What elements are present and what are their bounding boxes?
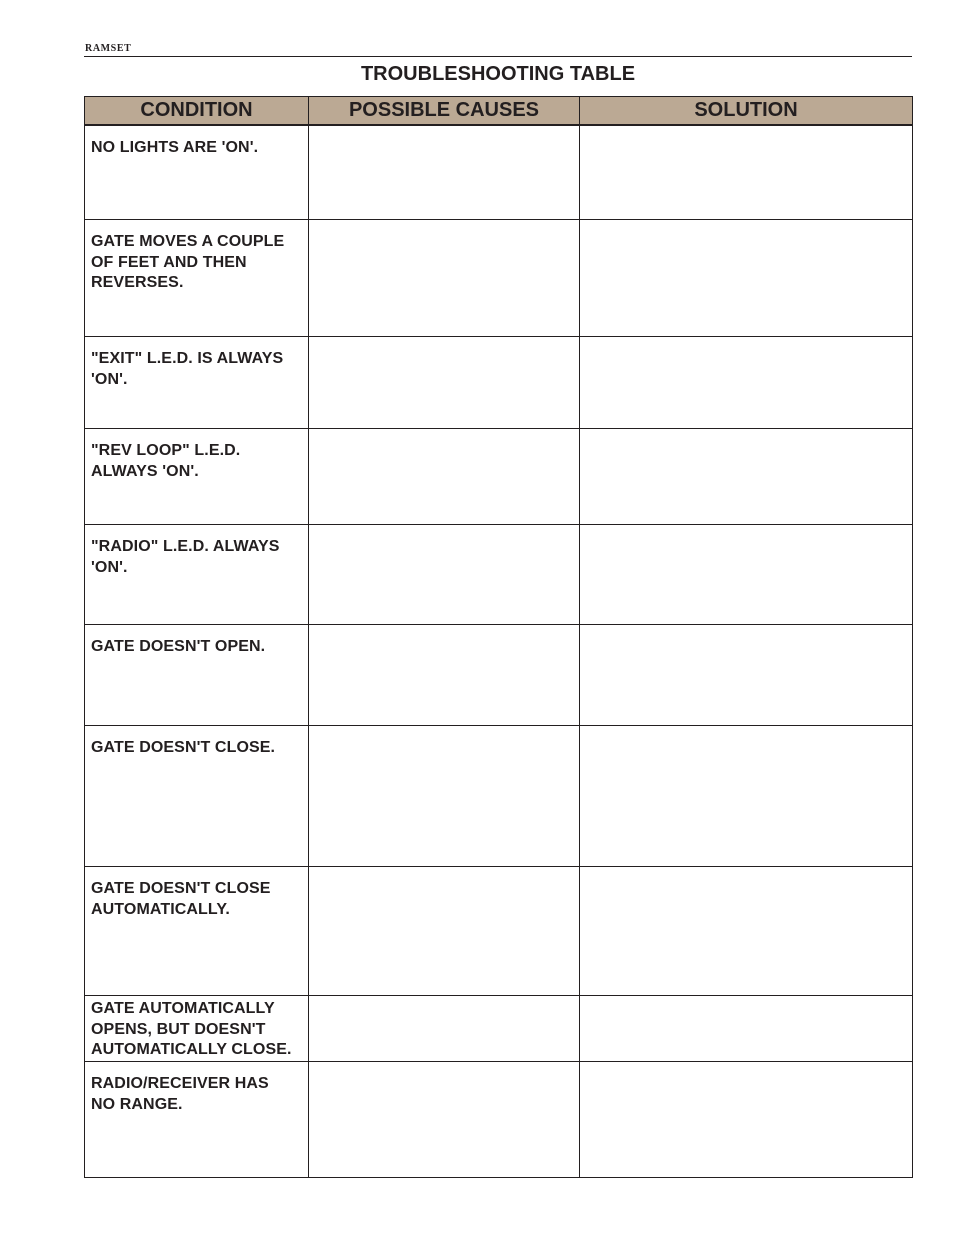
possible-causes-cell xyxy=(309,726,580,867)
brand-name: RAMSET xyxy=(85,43,132,54)
condition-text: "EXIT" L.E.D. IS ALWAYS 'ON'. xyxy=(91,350,284,388)
page-title: TROUBLESHOOTING TABLE xyxy=(360,63,636,85)
possible-causes-cell xyxy=(309,429,580,525)
condition-text: GATE DOESN'T OPEN. xyxy=(91,638,266,655)
condition-text: "REV LOOP" L.E.D. ALWAYS 'ON'. xyxy=(91,442,241,480)
possible-causes-cell xyxy=(309,125,580,220)
table-row xyxy=(85,337,913,429)
condition-text: GATE DOESN'T CLOSE AUTOMATICALLY. xyxy=(91,880,271,918)
condition-cell xyxy=(85,625,309,726)
column-header-possible-causes: POSSIBLE CAUSES xyxy=(309,97,580,125)
condition-cell xyxy=(85,125,309,220)
table-row xyxy=(85,220,913,337)
condition-cell xyxy=(85,337,309,429)
table-header-row xyxy=(85,97,913,125)
condition-cell xyxy=(85,867,309,996)
table-row xyxy=(85,996,913,1062)
column-header-condition: CONDITION xyxy=(85,97,309,125)
possible-causes-cell xyxy=(309,1062,580,1178)
troubleshooting-table xyxy=(84,96,913,1178)
table-row xyxy=(85,525,913,625)
condition-text: "RADIO" L.E.D. ALWAYS 'ON'. xyxy=(91,538,280,576)
solution-cell xyxy=(580,125,913,220)
condition-cell xyxy=(85,429,309,525)
condition-cell xyxy=(85,525,309,625)
solution-cell xyxy=(580,337,913,429)
header-rule xyxy=(84,56,912,57)
condition-text: GATE DOESN'T CLOSE. xyxy=(91,739,276,756)
solution-cell xyxy=(580,220,913,337)
solution-cell xyxy=(580,726,913,867)
condition-text: NO LIGHTS ARE 'ON'. xyxy=(91,138,259,156)
solution-cell xyxy=(580,1062,913,1178)
solution-cell xyxy=(580,625,913,726)
column-header-solution: SOLUTION xyxy=(580,97,913,125)
possible-causes-cell xyxy=(309,867,580,996)
table-row xyxy=(85,429,913,525)
condition-cell xyxy=(85,996,309,1062)
solution-cell xyxy=(580,429,913,525)
table-row xyxy=(85,625,913,726)
condition-cell xyxy=(85,220,309,337)
solution-cell xyxy=(580,996,913,1062)
possible-causes-cell xyxy=(309,337,580,429)
condition-cell xyxy=(85,726,309,867)
table-row xyxy=(85,867,913,996)
possible-causes-cell xyxy=(309,220,580,337)
solution-cell xyxy=(580,525,913,625)
solution-cell xyxy=(580,867,913,996)
condition-text: GATE AUTOMATICALLY OPENS, BUT DOESN'T AUTOMATICALLY CLOSE. xyxy=(91,1000,292,1058)
condition-text: RADIO/RECEIVER HAS NO RANGE. xyxy=(91,1075,269,1113)
possible-causes-cell xyxy=(309,625,580,726)
possible-causes-cell xyxy=(309,996,580,1062)
condition-text: GATE MOVES A COUPLE OF FEET AND THEN REVERSES. xyxy=(91,233,285,291)
possible-causes-cell xyxy=(309,525,580,625)
table-row xyxy=(85,125,913,220)
condition-cell xyxy=(85,1062,309,1178)
table-row xyxy=(85,1062,913,1178)
table-row xyxy=(85,726,913,867)
